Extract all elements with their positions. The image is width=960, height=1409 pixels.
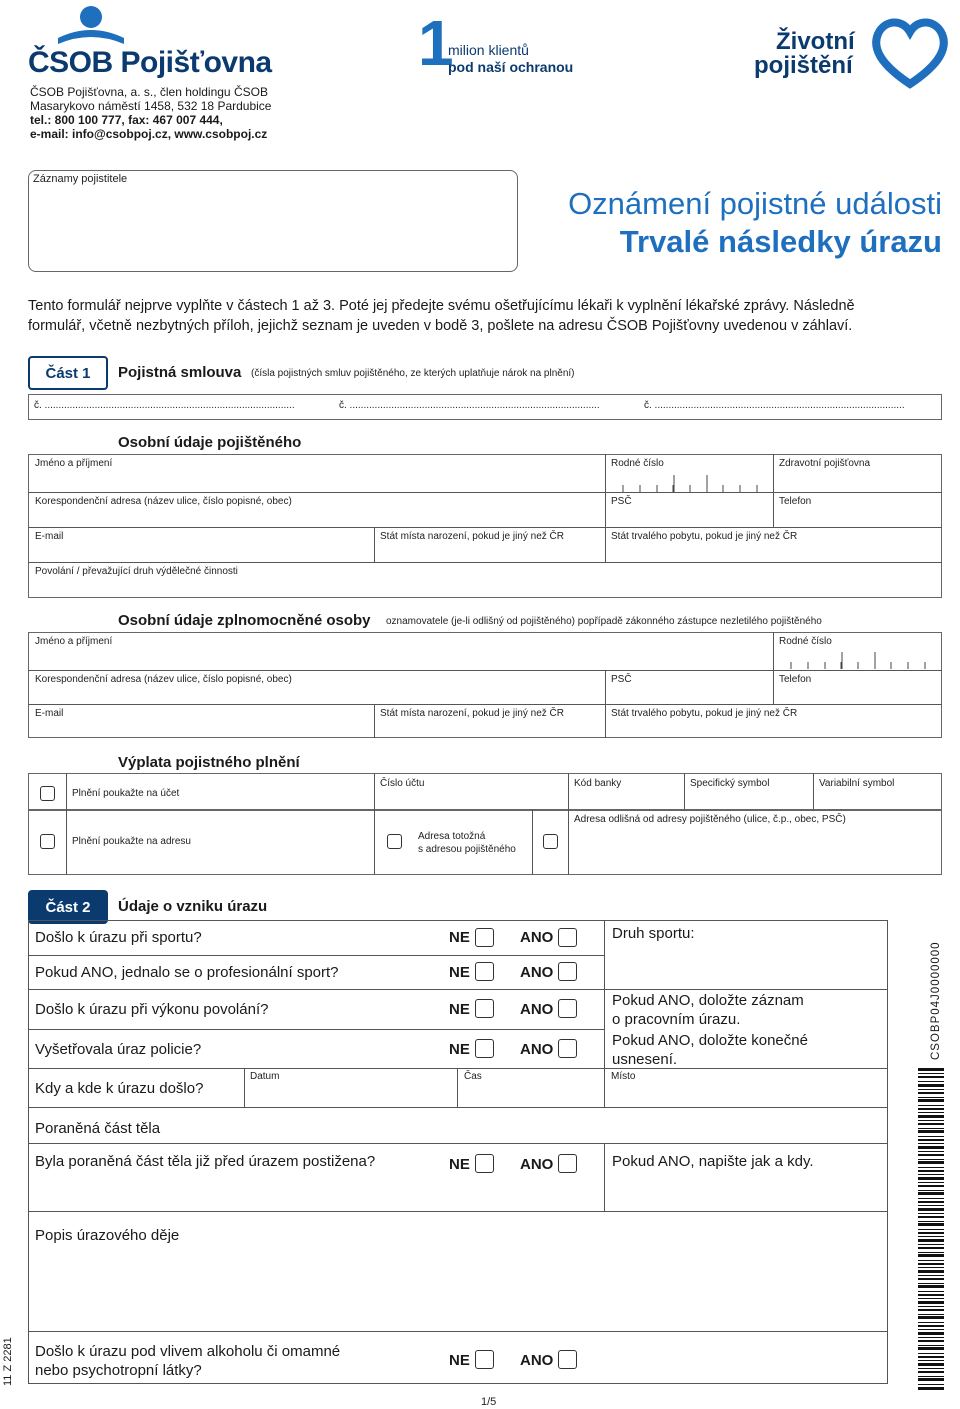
payment-col-divider [684,773,685,811]
insured-psc-label: PSČ [611,496,632,507]
contract-field-1[interactable]: č. .......................................................................................... [34,400,295,411]
variable-symbol-label: Variabilní symbol [819,778,895,789]
promo-badge [418,7,608,79]
to-address-label: Plnění poukažte na adresu [72,836,191,847]
insured-col-divider [605,454,606,562]
payment-col-divider [374,773,375,811]
q-prior-ne-checkbox[interactable] [475,1154,494,1173]
heart-icon [870,14,950,94]
proxy-row-divider [28,704,942,705]
part2-col-divider [604,920,605,1108]
proxy-col-divider [773,632,774,704]
q-alcohol-ano-checkbox[interactable] [558,1350,577,1369]
q-when-where: Kdy a kde k úrazu došlo? [35,1080,204,1097]
other-address-label: Adresa odlišná od adresy pojištěného (ulice, č.p., obec, PSČ) [574,814,846,825]
part2-badge-text: Část 2 [45,898,91,916]
insured-birthstate-label: Stát místa narození, pokud je jiný než ČR [380,531,564,542]
same-address-line2: s adresou pojištěného [418,844,516,855]
work-note-line1: Pokud ANO, doložte záznam [612,992,804,1009]
address-line: Masarykovo náměstí 1458, 532 18 Pardubice [30,99,272,113]
payment-col-divider [532,809,533,875]
intro-line2: formulář, včetně nezbytných příloh, jejichž seznam je uveden v bodě 3, pošlete na adresu ČSOB Pojišťovny uvedenou v záhlaví. [28,318,853,334]
promo-number: 1 [418,7,454,79]
q-prior-ano-label: ANO [520,1156,554,1173]
logo-text: ČSOB Pojišťovna [28,46,272,79]
work-note [612,991,804,1029]
proxy-title: Osobní údaje zplnomocněné osoby [118,612,371,629]
q-work-ne-label: NE [449,1001,470,1018]
same-address-line1: Adresa totožná [418,831,486,842]
police-note-line2: usnesení. [612,1051,678,1068]
intro-line1: Tento formulář nejprve vyplňte v částech 1 až 3. Poté jej předejte svému ošetřujícímu lékaři k vyplnění lékařské zprávy. Následně [28,298,855,314]
payment-col-divider [374,809,375,875]
page-number: 1/5 [481,1396,497,1408]
page-title: Oznámení pojistné události [568,186,942,221]
proxy-address-label: Korespondenční adresa (název ulice, číslo popisné, obec) [35,674,292,685]
insured-col-divider [773,454,774,527]
csob-wave-icon [56,4,126,46]
insured-address-label: Korespondenční adresa (název ulice, číslo popisné, obec) [35,496,292,507]
insured-email-label: E-mail [35,531,64,542]
promo-line1: milion klientů [448,42,529,58]
q-work: Došlo k úrazu při výkonu povolání? [35,1001,269,1018]
tel-line: tel.: 800 100 777, fax: 467 007 444, [30,113,223,127]
sport-type-label: Druh sportu: [612,925,695,942]
q-prior-ano-checkbox[interactable] [558,1154,577,1173]
proxy-residence-label: Stát trvalého pobytu, pokud je jiný než ČR [611,708,798,719]
police-note-line1: Pokud ANO, doložte konečné [612,1032,808,1049]
place-label: Místo [611,1071,636,1082]
proxy-note: oznamovatele (je-li odlišný od pojištěného) popřípadě zákonného zástupce nezletilého pojištěného [386,616,822,627]
insured-row-divider [28,492,942,493]
part2-col-divider [457,1068,458,1108]
proxy-phone-label: Telefon [779,674,812,685]
q-police: Vyšetřovala úraz policie? [35,1041,202,1058]
q-sport-ano-label: ANO [520,929,554,946]
part2-col-divider [604,1143,605,1212]
q-alcohol [35,1342,340,1380]
part1-badge [28,356,108,390]
life-insurance-logo [752,14,952,94]
proxy-birthno-label: Rodné číslo [779,636,832,647]
insured-residence-label: Stát trvalého pobytu, pokud je jiný než ČR [611,531,798,542]
insured-row-divider [28,527,942,528]
part2-row-divider [28,955,604,956]
life-line2: pojištění [754,52,853,79]
insured-birthno-ticks [607,473,773,493]
company-info [30,85,271,141]
q-professional-ano-checkbox[interactable] [558,962,577,981]
q-alcohol-ne-label: NE [449,1352,470,1369]
q-professional-ne-checkbox[interactable] [475,962,494,981]
other-address-checkbox[interactable] [543,834,558,849]
q-sport-ne-checkbox[interactable] [475,928,494,947]
insured-phone-label: Telefon [779,496,812,507]
police-note [612,1031,808,1069]
proxy-email-label: E-mail [35,708,64,719]
part1-title: Pojistná smlouva [118,364,242,381]
form-code: CSOBP04J0000000 [930,941,942,1060]
q-alcohol-line2: nebo psychotropní látky? [35,1362,202,1379]
payment-col-divider [66,773,67,811]
q-prior-ne-label: NE [449,1156,470,1173]
company-line: ČSOB Pojišťovna, a. s., člen holdingu ČSOB [30,85,268,99]
records-box-label: Záznamy pojistitele [33,173,128,185]
promo-line2: pod naší ochranou [448,59,574,75]
proxy-col-divider [605,670,606,738]
payment-title: Výplata pojistného plnění [118,754,300,771]
contract-field-3[interactable]: č. .......................................................................................... [644,400,905,411]
q-sport-ano-checkbox[interactable] [558,928,577,947]
part2-row-divider [28,989,888,990]
csob-logo [28,4,288,82]
q-prior: Byla poraněná část těla již před úrazem postižena? [35,1153,376,1170]
payment-col-divider [568,809,569,875]
proxy-row-divider [28,670,942,671]
payment-col-divider [568,773,569,811]
payment-col-divider [813,773,814,811]
q-sport: Došlo k úrazu při sportu? [35,929,202,946]
specific-symbol-label: Specifický symbol [690,778,770,789]
insured-occupation-label: Povolání / převažující druh výdělečné činnosti [35,566,238,577]
form-number: 11 Z 2281 [2,1337,14,1386]
time-label: Čas [464,1071,482,1082]
proxy-birthstate-label: Stát místa narození, pokud je jiný než ČR [380,708,564,719]
date-label: Datum [250,1071,280,1082]
payment-col-divider [66,809,67,875]
records-box[interactable] [28,170,518,272]
same-address-checkbox[interactable] [387,834,402,849]
life-line1: Životní [776,28,855,55]
to-address-checkbox[interactable] [40,834,55,849]
q-sport-ne-label: NE [449,929,470,946]
to-account-label: Plnění poukažte na účet [72,788,180,799]
barcode-icon [918,1068,944,1392]
q-work-ne-checkbox[interactable] [475,999,494,1018]
q-work-ano-label: ANO [520,1001,554,1018]
insured-birthno-label: Rodné číslo [611,458,664,469]
prior-note: Pokud ANO, napište jak a kdy. [612,1153,814,1170]
proxy-psc-label: PSČ [611,674,632,685]
injured-part-label: Poraněná část těla [35,1120,161,1137]
page-subtitle: Trvalé následky úrazu [619,224,942,259]
part2-badge [28,890,108,924]
insured-title: Osobní údaje pojištěného [118,434,302,451]
email-line: e-mail: info@csobpoj.cz, www.csobpoj.cz [30,127,268,141]
q-police-ne-label: NE [449,1041,470,1058]
to-account-checkbox[interactable] [40,786,55,801]
part1-badge-text: Část 1 [45,364,91,382]
q-police-ano-checkbox[interactable] [558,1039,577,1058]
insured-row-divider [28,562,942,563]
part1-note: (čísla pojistných smluv pojištěného, ze kterých uplatňuje nárok na plnění) [251,368,575,379]
q-alcohol-line1: Došlo k úrazu pod vlivem alkoholu či omamné [35,1343,341,1360]
proxy-grid [28,632,942,738]
q-police-ne-checkbox[interactable] [475,1039,494,1058]
q-professional-ano-label: ANO [520,964,554,981]
q-police-ano-label: ANO [520,1041,554,1058]
q-professional: Pokud ANO, jednalo se o profesionální sport? [35,964,339,981]
bank-code-label: Kód banky [574,778,622,789]
proxy-name-label: Jméno a příjmení [35,636,113,647]
work-note-line2: o pracovním úrazu. [612,1011,741,1028]
contract-field-2[interactable]: č. .......................................................................................... [339,400,600,411]
description-label: Popis úrazového děje [35,1227,180,1244]
q-professional-ne-label: NE [449,964,470,981]
q-work-ano-checkbox[interactable] [558,999,577,1018]
insured-name-label: Jméno a příjmení [35,458,113,469]
insured-health-label: Zdravotní pojišťovna [779,458,871,469]
part2-col-divider [244,1068,245,1108]
account-no-label: Číslo účtu [380,778,425,789]
insured-col-divider [374,527,375,562]
part2-title: Údaje o vzniku úrazu [118,898,268,915]
proxy-birthno-ticks [775,650,943,670]
intro-text [28,296,948,336]
same-address-label [418,830,516,856]
proxy-col-divider [374,704,375,738]
part2-row-divider [28,1143,888,1144]
q-alcohol-ano-label: ANO [520,1352,554,1369]
part2-row-divider [28,1029,604,1030]
q-alcohol-ne-checkbox[interactable] [475,1350,494,1369]
